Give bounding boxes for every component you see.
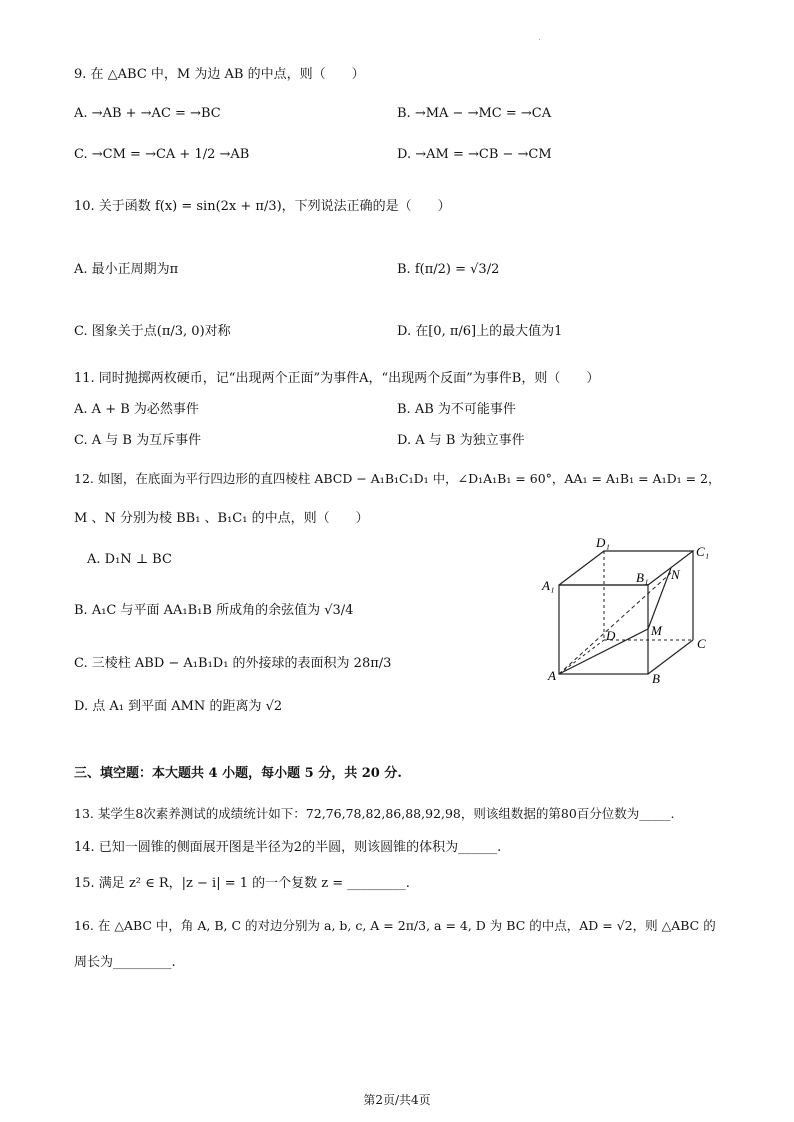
question-16-line2: 周长为_________. — [74, 955, 176, 970]
segment-mn — [648, 568, 671, 629]
question-14: 14. 已知一圆锥的侧面展开图是半径为2的半圆，则该圆锥的体积为______. — [74, 840, 502, 855]
q11-option-b: B. AB 为不可能事件 — [397, 402, 516, 417]
label-d1: D₁ — [596, 535, 610, 550]
question-9-stem: 9. 在 △ABC 中，M 为边 AB 的中点，则（ ） — [74, 67, 365, 82]
label-b1: B₁ — [636, 570, 649, 585]
label-m: M — [651, 623, 662, 638]
question-12-stem-line1: 12. 如图，在底面为平行四边形的直四棱柱 ABCD − A₁B₁C₁D₁ 中，∠D₁A₁B₁ = 60°，AA₁ = A₁B₁ = A₁D₁ = 2， — [74, 471, 721, 486]
q9-option-a: A. →AB + →AC = →BC — [74, 106, 221, 121]
q11-option-c: C. A 与 B 为互斥事件 — [74, 433, 202, 448]
edge-ad — [559, 640, 604, 674]
label-a: A — [548, 668, 556, 683]
label-a1: A₁ — [542, 578, 555, 593]
label-d: D — [606, 628, 616, 643]
question-10-stem: 10. 关于函数 f(x) = sin(2x + π/3)，下列说法正确的是（ ） — [74, 199, 451, 214]
q11-option-a: A. A + B 为必然事件 — [74, 402, 199, 417]
q10-option-a: A. 最小正周期为π — [74, 262, 179, 277]
q9-option-c: C. →CM = →CA + 1/2 →AB — [74, 147, 250, 162]
label-b: B — [652, 671, 660, 686]
q9-option-b: B. →MA − →MC = →CA — [397, 106, 552, 121]
label-n: N — [671, 567, 680, 582]
label-c: C — [697, 636, 706, 651]
page-footer: 第2页/共4页 — [363, 1093, 431, 1107]
section-title: 三、填空题：本大题共 4 小题，每小题 5 分，共 20 分. — [74, 766, 402, 781]
q12-option-b: B. A₁C 与平面 AA₁B₁B 所成角的余弦值为 √3/4 — [74, 603, 354, 618]
question-12-stem-line2: M 、N 分别为棱 BB₁ 、B₁C₁ 的中点，则（ ） — [74, 511, 369, 526]
q9-option-d: D. →AM = →CB − →CM — [397, 147, 552, 162]
question-16-line1: 16. 在 △ABC 中，角 A, B, C 的对边分别为 a, b, c, A = 2π/3, a = 4, D 为 BC 的中点，AD = √2，则 △ABC 的 — [74, 918, 716, 933]
q12-option-c: C. 三棱柱 ABD − A₁B₁D₁ 的外接球的表面积为 28π/3 — [74, 656, 392, 671]
page-marker: . — [538, 33, 541, 43]
q10-option-d: D. 在[0, π/6]上的最大值为1 — [397, 324, 563, 339]
q10-option-c: C. 图象关于点(π/3, 0)对称 — [74, 324, 231, 339]
question-15: 15. 满足 z² ∈ R，|z − i| = 1 的一个复数 z = _________. — [74, 876, 410, 891]
q10-option-b: B. f(π/2) = √3/2 — [397, 262, 500, 277]
question-13: 13. 某学生8次素养测试的成绩统计如下：72,76,78,82,86,88,92,98，则该组数据的第80百分位数为_____. — [74, 806, 675, 821]
q12-option-a: A. D₁N ⊥ BC — [87, 552, 172, 567]
q12-option-d: D. 点 A₁ 到平面 AMN 的距离为 √2 — [74, 699, 283, 714]
edge-bc — [648, 640, 693, 674]
prism-figure — [530, 530, 730, 690]
question-11-stem: 11. 同时抛掷两枚硬币，记“出现两个正面”为事件A，“出现两个反面”为事件B，则（ ） — [74, 371, 600, 386]
q11-option-d: D. A 与 B 为独立事件 — [397, 433, 525, 448]
label-c1: C₁ — [696, 544, 710, 559]
